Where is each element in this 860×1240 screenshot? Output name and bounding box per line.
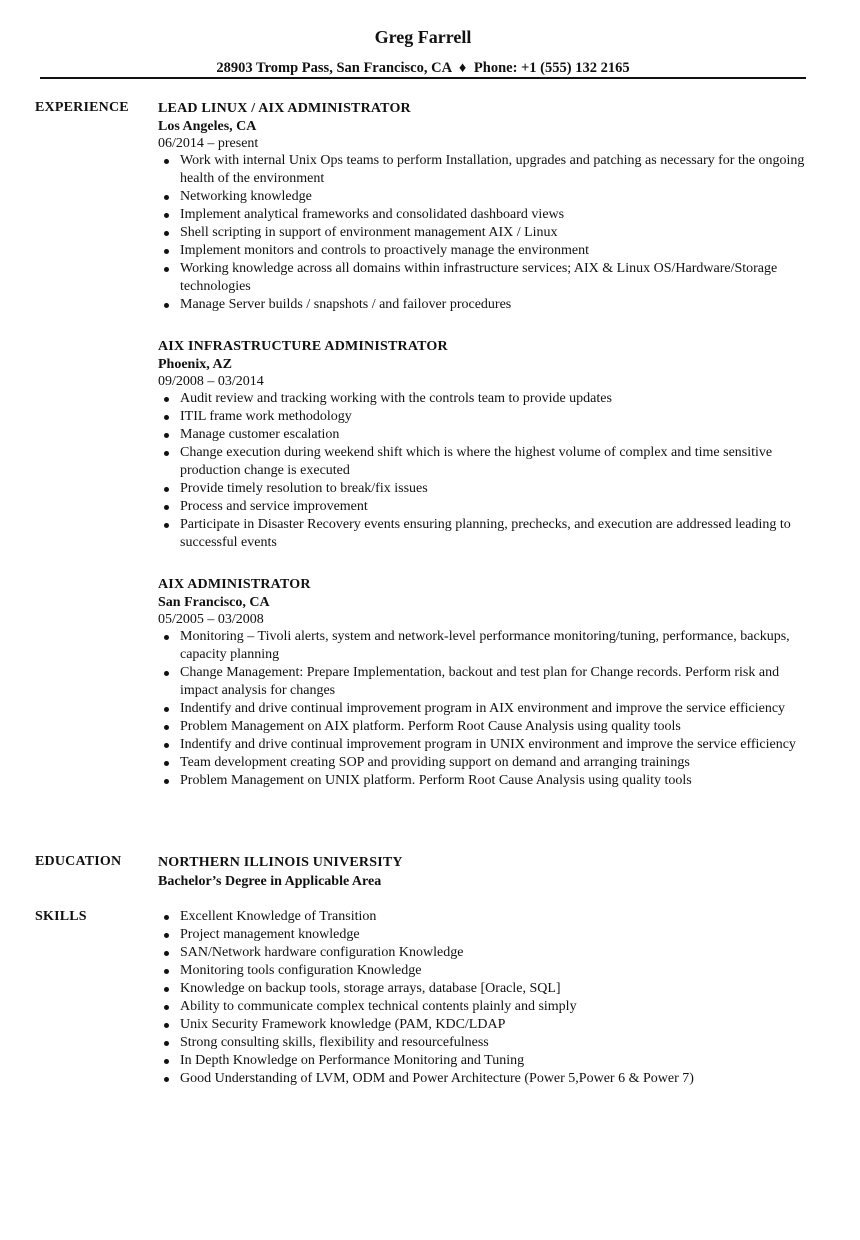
bullet-text: Work with internal Unix Ops teams to perform Installation, upgrades and patching as necessary for the ongoing health of the environment — [180, 153, 805, 186]
contact-line — [0, 59, 846, 77]
bullet-text: Problem Management on UNIX platform. Perform Root Cause Analysis using quality tools — [180, 773, 692, 788]
skill-item — [158, 1034, 818, 1052]
bullet-icon — [164, 397, 169, 402]
phone: Phone: +1 (555) 132 2165 — [473, 60, 630, 76]
job-bullets — [158, 152, 818, 314]
skill-text: Unix Security Framework knowledge (PAM, KDC/LDAP — [180, 1017, 506, 1032]
skill-item — [158, 1070, 818, 1088]
bullet-icon — [164, 213, 169, 218]
bullet-icon — [164, 451, 169, 456]
skill-item — [158, 1016, 818, 1034]
bullet-item — [158, 700, 818, 718]
bullet-item — [158, 426, 818, 444]
bullet-item — [158, 260, 818, 296]
bullet-icon — [164, 635, 169, 640]
bullet-icon — [164, 433, 169, 438]
bullet-icon — [164, 915, 169, 920]
job-location: San Francisco, CA — [158, 595, 270, 610]
job-dates: 05/2005 – 03/2008 — [158, 612, 264, 627]
bullet-text: Team development creating SOP and providing support on demand and arranging trainings — [180, 755, 690, 770]
bullet-icon — [164, 933, 169, 938]
skill-text: Ability to communicate complex technical contents plainly and simply — [180, 999, 577, 1014]
skill-text: SAN/Network hardware configuration Knowledge — [180, 945, 464, 960]
bullet-text: Indentify and drive continual improvement program in UNIX environment and improve the service efficiency — [180, 737, 796, 752]
bullet-text: Provide timely resolution to break/fix issues — [180, 481, 428, 496]
skill-text: Project management knowledge — [180, 927, 360, 942]
bullet-icon — [164, 249, 169, 254]
skill-text: In Depth Knowledge on Performance Monitoring and Tuning — [180, 1053, 525, 1068]
skills-entry — [158, 908, 818, 1088]
job-entry — [158, 99, 818, 314]
skill-text: Knowledge on backup tools, storage arrays, database [Oracle, SQL] — [180, 981, 561, 996]
bullet-item — [158, 408, 818, 426]
job-dates: 09/2008 – 03/2014 — [158, 374, 264, 389]
bullet-text: Change execution during weekend shift which is where the highest volume of complex and time sensitive production change is executed — [180, 445, 773, 478]
bullet-text: Implement analytical frameworks and consolidated dashboard views — [180, 207, 565, 222]
bullet-icon — [164, 987, 169, 992]
skill-text: Monitoring tools configuration Knowledge — [180, 963, 422, 978]
bullet-icon — [164, 1041, 169, 1046]
education-entry — [158, 853, 818, 891]
section-label-education: EDUCATION — [35, 854, 122, 869]
bullet-text: Networking knowledge — [180, 189, 312, 204]
address: 28903 Tromp Pass, San Francisco, CA — [216, 60, 452, 76]
bullet-text: Process and service improvement — [180, 499, 368, 514]
skill-item — [158, 908, 818, 926]
bullet-item — [158, 206, 818, 224]
section-label-skills: SKILLS — [35, 909, 87, 924]
bullet-icon — [164, 707, 169, 712]
bullet-text: Problem Management on AIX platform. Perform Root Cause Analysis using quality tools — [180, 719, 681, 734]
bullet-icon — [164, 159, 169, 164]
bullet-item — [158, 242, 818, 260]
bullet-item — [158, 772, 818, 790]
bullet-text: Change Management: Prepare Implementation, backout and test plan for Change records. Perform risk and impact analysis for changes — [180, 665, 780, 698]
bullet-item — [158, 498, 818, 516]
bullet-item — [158, 754, 818, 772]
bullet-text: Manage Server builds / snapshots / and failover procedures — [180, 297, 512, 312]
bullet-icon — [164, 761, 169, 766]
bullet-item — [158, 444, 818, 480]
job-location: Los Angeles, CA — [158, 119, 257, 134]
job-location: Phoenix, AZ — [158, 357, 232, 372]
degree: Bachelor’s Degree in Applicable Area — [158, 874, 382, 889]
section-label-experience: EXPERIENCE — [35, 100, 129, 115]
bullet-icon — [164, 1059, 169, 1064]
bullet-item — [158, 664, 818, 700]
bullet-icon — [164, 951, 169, 956]
bullet-item — [158, 152, 818, 188]
bullet-text: Working knowledge across all domains within infrastructure services; AIX & Linux OS/Hardware/Storage technologies — [180, 261, 778, 294]
bullet-icon — [164, 671, 169, 676]
bullet-item — [158, 480, 818, 498]
skill-text: Excellent Knowledge of Transition — [180, 909, 377, 924]
bullet-item — [158, 188, 818, 206]
bullet-text: ITIL frame work methodology — [180, 409, 352, 424]
bullet-text: Manage customer escalation — [180, 427, 340, 442]
bullet-icon — [164, 743, 169, 748]
bullet-icon — [164, 1077, 169, 1082]
bullet-item — [158, 296, 818, 314]
bullet-icon — [164, 195, 169, 200]
bullet-icon — [164, 523, 169, 528]
school-name: NORTHERN ILLINOIS UNIVERSITY — [158, 855, 403, 870]
bullet-icon — [164, 505, 169, 510]
bullet-icon — [164, 487, 169, 492]
bullet-text: Indentify and drive continual improvement program in AIX environment and improve the service efficiency — [180, 701, 786, 716]
bullet-icon — [164, 231, 169, 236]
job-bullets — [158, 628, 818, 790]
bullet-item — [158, 736, 818, 754]
skill-item — [158, 944, 818, 962]
bullet-icon — [164, 415, 169, 420]
skill-item — [158, 1052, 818, 1070]
bullet-text: Implement monitors and controls to proactively manage the environment — [180, 243, 590, 258]
skill-text: Strong consulting skills, flexibility and resourcefulness — [180, 1035, 489, 1050]
bullet-item — [158, 718, 818, 736]
bullet-icon — [164, 303, 169, 308]
candidate-name: Greg Farrell — [374, 27, 472, 47]
bullet-item — [158, 390, 818, 408]
skill-item — [158, 998, 818, 1016]
job-entry — [158, 337, 818, 552]
job-title: AIX ADMINISTRATOR — [158, 577, 311, 592]
skill-text: Good Understanding of LVM, ODM and Power Architecture (Power 5,Power 6 & Power 7) — [180, 1071, 694, 1086]
job-entry — [158, 575, 818, 790]
job-dates: 06/2014 – present — [158, 136, 259, 151]
bullet-icon — [164, 725, 169, 730]
bullet-text: Monitoring – Tivoli alerts, system and network-level performance monitoring/tuning, performance, backups, capacity planning — [180, 629, 790, 662]
bullet-icon — [164, 969, 169, 974]
skill-item — [158, 926, 818, 944]
bullet-item — [158, 628, 818, 664]
bullet-icon — [164, 1023, 169, 1028]
bullet-text: Audit review and tracking working with the controls team to provide updates — [180, 391, 612, 406]
bullet-item — [158, 224, 818, 242]
job-title: LEAD LINUX / AIX ADMINISTRATOR — [158, 101, 411, 116]
bullet-text: Shell scripting in support of environment management AIX / Linux — [180, 225, 558, 240]
bullet-icon — [164, 1005, 169, 1010]
job-bullets — [158, 390, 818, 552]
bullet-item — [158, 516, 818, 552]
bullet-text: Participate in Disaster Recovery events ensuring planning, prechecks, and execution are addressed leading to successful events — [180, 517, 791, 550]
skills-list — [158, 908, 818, 1088]
skill-item — [158, 980, 818, 998]
header-divider — [40, 77, 806, 79]
bullet-icon — [164, 779, 169, 784]
bullet-icon — [164, 267, 169, 272]
diamond-separator-icon: ♦ — [458, 60, 467, 76]
skill-item — [158, 962, 818, 980]
job-title: AIX INFRASTRUCTURE ADMINISTRATOR — [158, 339, 448, 354]
